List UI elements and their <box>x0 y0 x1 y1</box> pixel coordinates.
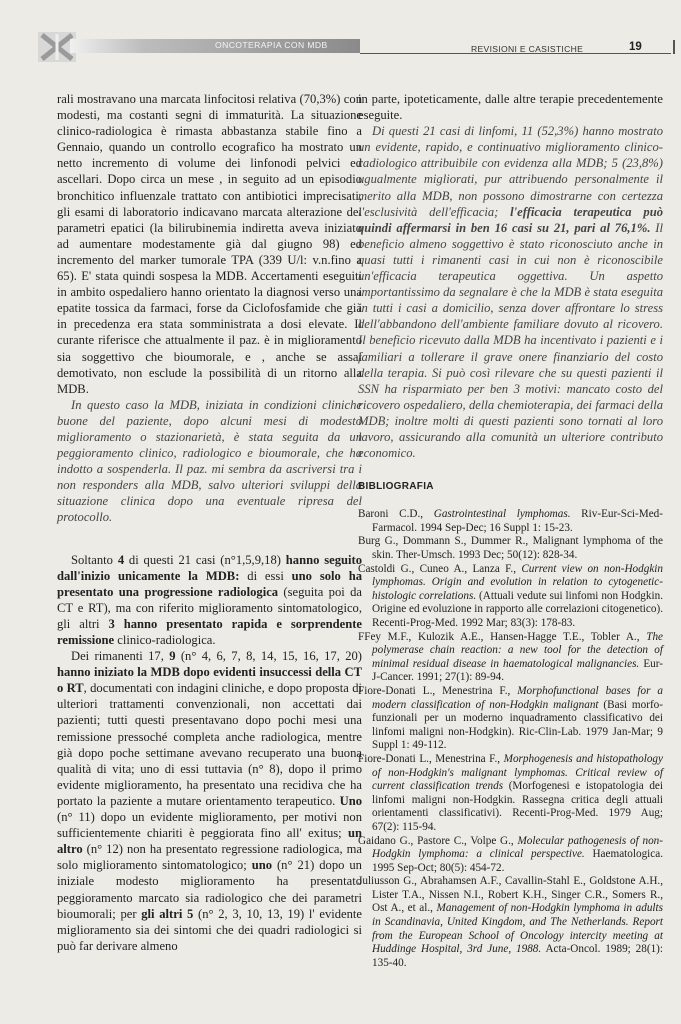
page-header <box>0 28 681 68</box>
paragraph-case-continuation: rali mostravano una marcata linfocitosi relativa (70,3%) con modesti, ma costanti segni di immaturità. La situazione clinico-radiologica è rimasta abbastanza stabile fino a Gennaio, quando un controllo ecografico ha mostrato un netto incremento di volume dei linfonodi pelvici ed ascellari. Dopo circa un mese , in seguito ad un episodio bronchitico influenzale trattato con antibiotici imprecisati, gli esami di laboratorio indicavano marcata alterazione dei parametri epatici (la bilirubinemia indiretta aveva iniziato ad aumentare modestamente già dal giugno 98) ed incremento del marker tumorale TPA (339 U/l: v.n.fino a 65). E' stata quindi sospesa la MDB. Accertamenti eseguiti in ambito ospedaliero hanno orientato la diagnosi verso una epatite tossica da farmaci, forse da Ciclofosfamide che già in precedenza era stata somministrata a dosi elevate. Il curante riferisce che attualmente il paz. è in miglioramento sia soggettivo che bioumorale, e , anche se assai demotivato, non esclude la possibilità di un ritorno alla MDB. <box>57 92 362 396</box>
left-column <box>57 91 362 954</box>
reference-item: Gaidano G., Pastore C., Volpe G., Molecular pathogenesis of non-Hodgkin lymphoma: a clinical perspective. Haematologica. 1995 Sep-Oct; 80(5): 454-72. <box>358 834 663 874</box>
reference-item: Fiore-Donati L., Menestrina F., Morphofunctional bases for a modern classification of non-Hodgkin malignant (Basi morfo-funzionali per un moderno inquadramento classificativo dei linfomi maligni non-Hodgkin). Ric-Clin-Lab. 1979 Jan-Mar; 9 Suppl 1: 49-112. <box>358 684 663 752</box>
bibliography-list <box>358 508 663 970</box>
bibliography-heading: BIBLIOGRAFIA <box>358 481 434 493</box>
paragraph-mdb-only: Soltanto 4 di questi 21 casi (n°1,5,9,18) hanno seguito dall'inizio unicamente la MDB: di essi uno solo ha presentato una progressione radiologica (seguita poi da CT e RT), ma con riferito miglioramento sintomatologico, gli altri 3 hanno presentato rapida e sorprendente remissione clinico-radiologica. <box>57 552 362 647</box>
reference-item: Juliusson G., Abrahamsen A.F., Cavallin-Stahl E., Goldstone A.H., Lister T.A., Nissen N.I., Robert K.H., Singer C.R., Somers R., Ost A., et al., Management of non-Hodgkin lymphoma in adults in Scandinavia, United Kingdom, and The Netherlands. Report from the European School of Oncology intercity meeting at Huddinge Hospital, 3rd June, 1988. Acta-Oncol. 1989; 28(1): 135-40. <box>358 875 664 969</box>
header-tick <box>673 40 675 54</box>
reference-item: Castoldi G., Cuneo A., Lanza F., Current view on non-Hodgkin lymphomas. Origin and evolution in relation to cytogenetic-histologic correlations. (Attuali vedute sui linfomi non Hodgkin. Origine ed evoluzione in rapporto alle correlazioni citogenetico). Recenti-Prog-Med. 1992 Mar; 83(3): 178-83. <box>358 562 663 629</box>
paragraph-previous-therapies: in parte, ipoteticamente, dalle altre terapie precedentemente eseguite. <box>358 92 663 123</box>
reference-item: Baroni C.D., Gastrointestinal lymphomas. Riv-Eur-Sci-Med-Farmacol. 1994 Sep-Dec; 16 Suppl 1: 15-23. <box>358 508 663 534</box>
reference-item: FFey M.F., Kulozik A.E., Hansen-Hagge T.E., Tobler A., The polymerase chain reaction: a new tool for the detection of minimal residual disease in haematological malignancies. Eur-J-Cancer. 1991; 27(1): 89-94. <box>358 630 663 684</box>
header-category: REVISIONI E CASISTICHE <box>471 44 584 54</box>
paragraph-remaining-cases: Dei rimanenti 17, 9 (n° 4, 6, 7, 8, 14, 15, 16, 17, 20) hanno iniziato la MDB dopo evidenti insuccessi della CT o RT, documentati con indagini cliniche, e dopo proposta di ulteriori trattamenti convenzionali, non accettati dai pazienti; tutti questi presentavano dopo pochi mesi una remissione pressoché completa anche radiologica, mentre già dopo poche settimane avevano recuperato una buona qualità di vita; uno di essi tuttavia (n° 8), dopo il primo evidente miglioramento, ha presentato una recidiva che ha portato la paziente a mutare orientamento terapeutico. Uno (n° 11) dopo un evidente miglioramento, per motivi non sufficientemente chiariti è peggiorata fino all' exitus; un altro (n° 12) non ha presentato regressione radiologica, ma solo miglioramento sintomatologico; uno (n° 21) dopo un iniziale modesto miglioramento ha presentato peggioramento marcato sia radiologico che dei parametri bioumorali; per gli altri 5 (n° 2, 3, 10, 13, 19) l' evidente miglioramento sia dei sintomi che dei quadri radiologici si può far derivare almeno <box>57 649 363 953</box>
page-number: 19 <box>629 41 642 53</box>
header-section-title: ONCOTERAPIA CON MDB <box>215 40 328 50</box>
paragraph-case-comment: In questo caso la MDB, iniziata in condizioni cliniche buone del paziente, dopo alcuni mesi di modesto miglioramento o stazionarietà, è stata seguita da un peggioramento clinico, radiologico e bioumorale, che ha indotto a sospenderla. Il paz. mi sembra da ascriversi tra i non responders alla MDB, salvo ulteriori sviluppi della situazione clinica dopo una eventuale ripresa del protocollo. <box>57 397 362 525</box>
reference-item: Fiore-Donati L., Menestrina F., Morphogenesis and histopathology of non-Hodgkin's malignant lymphomas. Critical review of current classification trends (Morfogenesi e istopatologia dei linfomi maligni non-Hodgkin. Rassegna critica degli attuali orientamenti classificativi). Recenti-Prog-Med. 1979 Aug; 67(2): 115-94. <box>358 752 663 833</box>
right-column <box>358 91 663 970</box>
reference-item: Burg G., Dommann S., Dummer R., Malignant lymphoma of the skin. Ther-Umsch. 1993 Dec; 50(12): 828-34. <box>358 535 663 562</box>
paragraph-conclusions: Di questi 21 casi di linfomi, 11 (52,3%) hanno mostrato un evidente, rapido, e continuativo miglioramento clinico-radiologico attribuibile con evidenza alla MDB; 5 (23,8%) ugualmente migliorati, pur attribuendo personalmente il merito alla MDB, non possono dimostrarne con certezza l'esclusività dell'efficacia; l'efficacia terapeutica può quindi affermarsi in ben 16 casi su 21, pari al 76,1%. Il beneficio almeno soggettivo è stato riconosciuto anche in quasi tutti i rimanenti casi in cui non è riconoscibile un'efficacia terapeutica oggettiva. Un aspetto importantissimo da segnalare è che la MDB è stata eseguita in tutti i casi a domicilio, senza dover affrontare lo stress dell'abbandono dell'ambiente familiare dovuto al ricovero. Il beneficio ricevuto dalla MDB ha incentivato i pazienti e i familiari a tollerare il grave onere finanziario del costo della terapia. Si può così rilevare che su questi pazienti il SSN ha risparmiato per ben 3 motivi: mancato costo del ricovero ospedaliero, della chemioterapia, dei farmaci della MDB; inoltre molti di questi pazienti sono tornati al loro lavoro, assicurando alla comunità un ulteriore contributo economico. <box>358 124 663 461</box>
